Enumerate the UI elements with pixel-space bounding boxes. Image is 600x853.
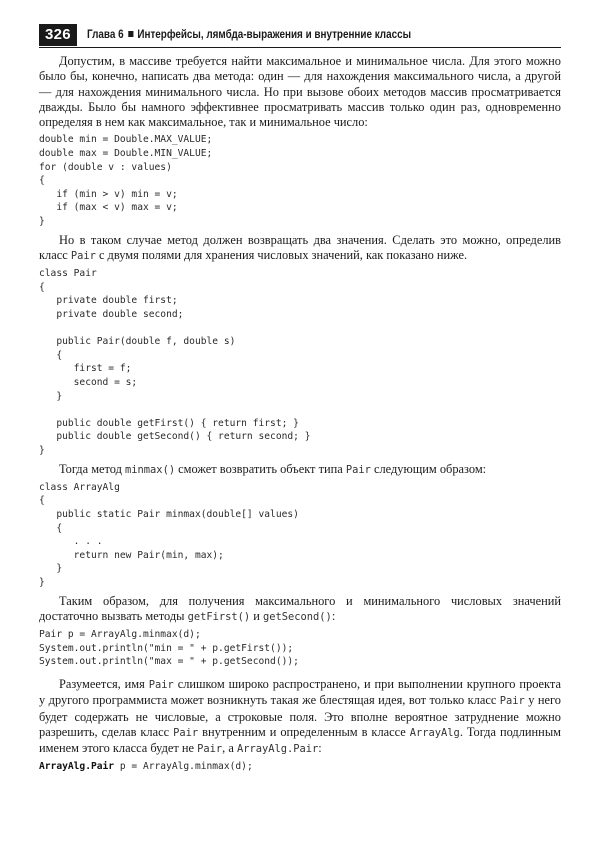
paragraph-2 xyxy=(39,233,561,265)
code-rest: p = ArrayAlg.minmax(d); xyxy=(114,761,253,773)
inline-code: minmax() xyxy=(125,463,176,476)
qualified-class-name: ArrayAlg.Pair xyxy=(39,761,115,773)
inline-code: Pair xyxy=(70,249,96,262)
square-bullet-icon xyxy=(128,31,133,37)
paragraph-5-text-g: : xyxy=(318,741,322,756)
paragraph-5-text-c: у него будет содержать не числовые, а строковые поля. Это вполне вероятное затруднение можно разрешить, сделав класс xyxy=(39,693,561,739)
paragraph-1: Допустим, в массиве требуется найти максимальное и минимальное числа. Для этого можно было бы, конечно, написать два метода: один — для нахождения максимального числа, а другой — для нахождения минимального числа. Но при вызове обоих методов массив просматривается дважды. Было бы намного эффективнее просматривать массив только один раз, одновременно определяя в нем как максимальное, так и минимальное число: xyxy=(39,54,561,130)
inline-code: Pair xyxy=(499,695,525,708)
running-header xyxy=(39,24,561,46)
paragraph-5-text-a: Разумеется, имя xyxy=(59,676,149,691)
paragraph-4-text-b: и xyxy=(250,608,263,623)
paragraph-3-text-c: следующим образом: xyxy=(370,461,487,476)
paragraph-4 xyxy=(39,594,561,626)
paragraph-3-text-b: сможет возвратить объект типа xyxy=(175,461,346,476)
running-head-text xyxy=(87,29,411,41)
chapter-label: Глава 6 xyxy=(86,29,124,41)
inline-code: getSecond() xyxy=(262,610,332,623)
inline-code: Pair xyxy=(345,463,371,476)
chapter-title: Интерфейсы, лямбда-выражения и внутренние классы xyxy=(137,29,411,41)
paragraph-5 xyxy=(39,677,561,757)
inline-code: getFirst() xyxy=(187,610,251,623)
paragraph-3 xyxy=(39,462,561,478)
inline-code: Pair xyxy=(197,743,223,756)
paragraph-5-text-e: . Тогда подлинным именем этого класса будет не xyxy=(39,724,561,756)
code-block-usage: Pair p = ArrayAlg.minmax(d); System.out.println("min = " + p.getFirst()); System.out.println("max = " + p.getSecond()); xyxy=(39,629,299,668)
paragraph-5-text-b: слишком широко распространено, и при выполнении крупного проекта у другого программиста может возникнуть такая же блестящая идея, вот только класс xyxy=(39,676,561,708)
paragraph-4-text-a: Таким образом, для получения максимального и минимального числовых значений достаточно вызвать методы xyxy=(39,593,561,623)
inline-code: Pair xyxy=(148,678,174,691)
paragraph-4-text-c: : xyxy=(331,608,336,623)
page-number: 326 xyxy=(39,24,77,46)
inline-code: Pair xyxy=(173,726,199,739)
paragraph-5-text-d: внутренним и определенным в классе xyxy=(198,724,410,739)
code-block-arrayalg-class: class ArrayAlg { public static Pair minmax(double[] values) { . . . return new Pair(min, max); } } xyxy=(39,481,299,588)
code-block-qualified-name xyxy=(39,760,561,774)
inline-code: ArrayAlg xyxy=(409,726,460,739)
code-block-minmax-loop: double min = Double.MAX_VALUE; double max = Double.MIN_VALUE; for (double v : values) { if (min > v) min = v; if (max < v) max = v; } xyxy=(39,134,213,228)
page-body xyxy=(39,54,561,778)
code-block-pair-class: class Pair { private double first; private double second; public Pair(double f, double s) { first = f; second = s; } public double getFirst() { return first; } public double getSecond() { return second; } } xyxy=(39,268,311,456)
paragraph-2-text-b: с двумя полями для хранения числовых значений, как показано ниже. xyxy=(95,247,468,262)
paragraph-5-text-f: , а xyxy=(222,741,237,756)
paragraph-3-text-a: Тогда метод xyxy=(59,461,126,476)
header-rule xyxy=(39,47,561,48)
paragraph-2-text-a: Но в таком случае метод должен возвращать два значения. Сделать это можно, определив класс xyxy=(39,232,561,262)
inline-code: ArrayAlg.Pair xyxy=(236,743,319,756)
